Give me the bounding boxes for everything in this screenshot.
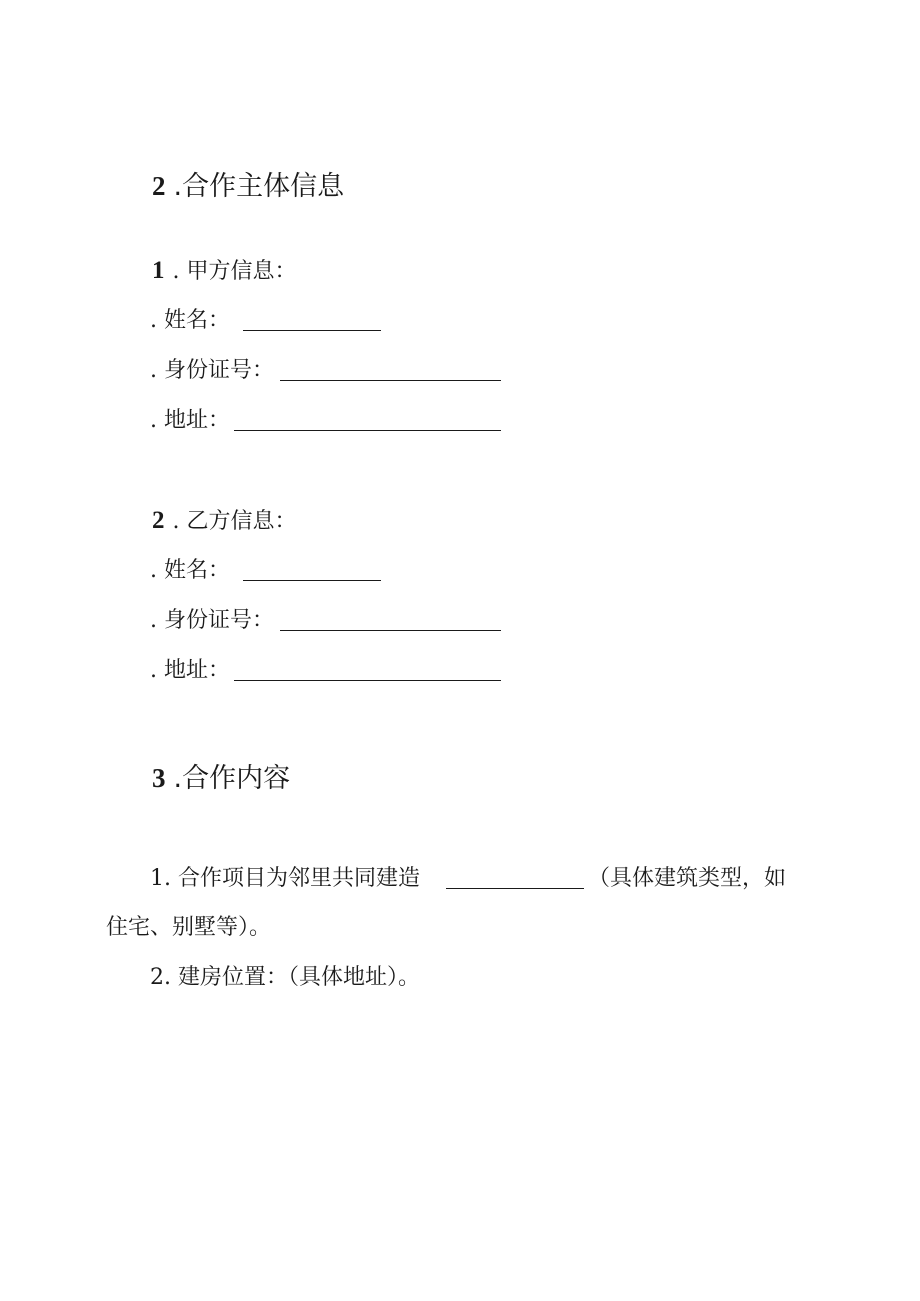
content-item-2-number: 2 [150,965,164,990]
party-b-name-label: . 姓名： [150,558,230,583]
party-a-id-row [150,360,274,382]
section-2-heading [152,173,344,200]
content-item-1-text-before: . 合作项目为邻里共同建造 [164,866,420,891]
party-a-name-label: . 姓名： [150,308,230,333]
section-3-title: .合作内容 [173,763,291,794]
party-a-address-blank[interactable] [234,410,501,434]
party-a-id-blank[interactable] [280,360,501,384]
section-3-number: 3 [152,763,166,793]
party-b-name-row [150,560,230,582]
party-a-number: 1 [152,257,165,284]
content-item-1-text-after: （具体建筑类型，如 [588,866,787,891]
party-b-name-blank[interactable] [243,560,381,584]
section-2-title: .合作主体信息 [173,171,345,202]
party-b-title: . 乙方信息： [172,509,297,534]
content-item-1-line2 [106,917,271,939]
party-a-title: . 甲方信息： [172,259,297,284]
section-3-heading [152,765,290,792]
content-item-2-text: . 建房位置：（具体地址）。 [164,965,420,990]
party-a-id-label: . 身份证号： [150,358,274,383]
party-a-address-label: . 地址： [150,408,230,433]
party-a-name-blank[interactable] [243,310,381,334]
section-2-number: 2 [152,171,166,201]
content-item-1-text-line2: 住宅、别墅等）。 [106,915,272,940]
party-b-number: 2 [152,507,165,534]
party-b-id-label: . 身份证号： [150,608,274,633]
content-item-1-blank[interactable] [446,868,584,892]
party-b-id-row [150,610,274,632]
party-a-address-row [150,410,230,432]
party-b-id-blank[interactable] [280,610,501,634]
content-item-1-number: 1 [150,866,164,891]
party-b-address-label: . 地址： [150,658,230,683]
party-b-address-blank[interactable] [234,660,501,684]
content-item-1-text-after-row [588,868,786,890]
content-item-2 [150,967,420,989]
content-item-1-line1 [150,868,420,890]
party-b-address-row [150,660,230,682]
party-a-heading [152,258,297,283]
party-b-heading [152,508,297,533]
party-a-name-row [150,310,230,332]
